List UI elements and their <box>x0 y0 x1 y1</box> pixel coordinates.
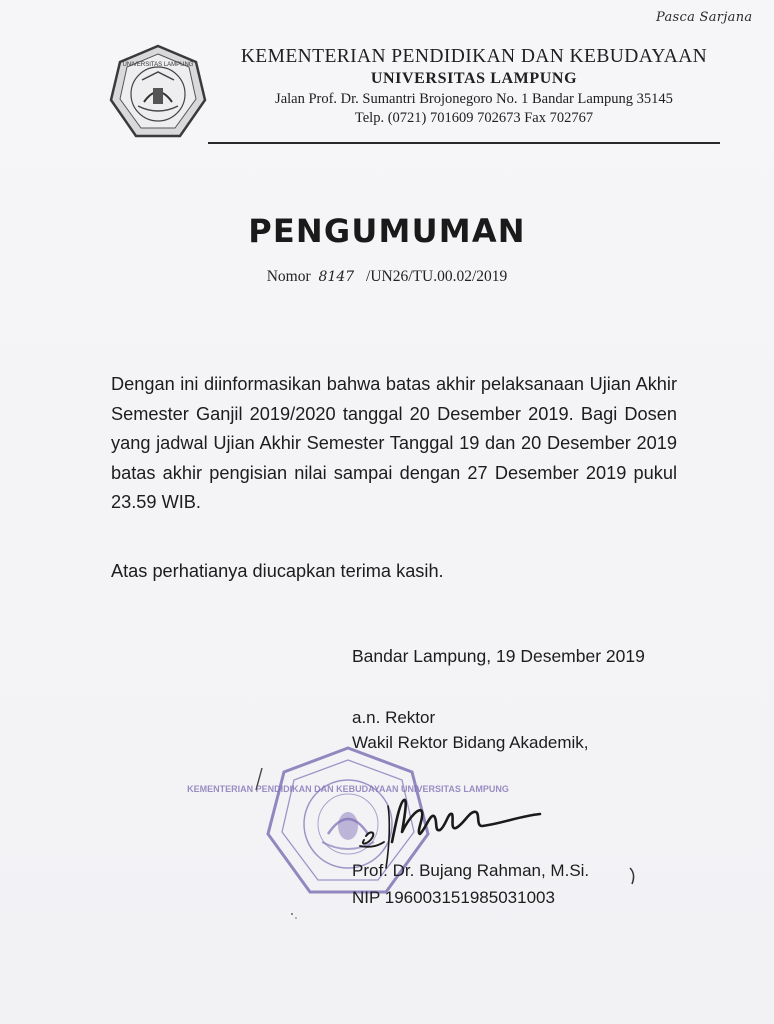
university-phone: Telp. (0721) 701609 702673 Fax 702767 <box>354 110 594 126</box>
on-behalf-of: a.n. Rektor <box>352 708 436 727</box>
number-handwritten: 8147 <box>318 269 355 285</box>
document-number <box>0 268 774 286</box>
ministry-name: KEMENTERIAN PENDIDIKAN DAN KEBUDAYAAN <box>240 46 708 67</box>
university-address: Jalan Prof. Dr. Sumantri Brojonegoro No. 1 Bandar Lampung 35145 <box>275 91 673 107</box>
closing-text: Atas perhatianya diucapkan terima kasih. <box>111 561 444 581</box>
place-date: Bandar Lampung, 19 Desember 2019 <box>352 646 645 666</box>
university-name: UNIVERSITAS LAMPUNG <box>370 70 578 87</box>
announcement-body: Dengan ini diinformasikan bahwa batas akhir pelaksanaan Ujian Akhir Semester Ganjil 2019/2020 tanggal 20 Desember 2019. Bagi Dosen yang jadwal Ujian Akhir Semester Tanggal 19 dan 20 Desember 2019 batas akhir pengisian nilai sampai dengan 27 Desember 2019 pukul 23.59 WIB. <box>111 374 677 512</box>
document-title: PENGUMUMAN <box>248 212 526 250</box>
number-label: Nomor <box>266 268 311 285</box>
letterhead-divider <box>208 142 720 144</box>
logo-text: UNIVERSITAS LAMPUNG <box>122 62 194 68</box>
signatory-name: Prof. Dr. Bujang Rahman, M.Si. <box>352 861 590 880</box>
stamp-text: KEMENTERIAN PENDIDIKAN DAN KEBUDAYAAN UNIVERSITAS LAMPUNG <box>187 784 509 794</box>
number-code: /UN26/TU.00.02/2019 <box>366 268 508 285</box>
signatory-position: Wakil Rektor Bidang Akademik, <box>352 733 589 752</box>
signatory-nip: NIP 196003151985031003 <box>352 888 555 907</box>
university-logo-icon <box>108 42 208 142</box>
letterhead <box>214 46 734 128</box>
handwritten-note: Pasca Sarjana <box>656 10 753 25</box>
